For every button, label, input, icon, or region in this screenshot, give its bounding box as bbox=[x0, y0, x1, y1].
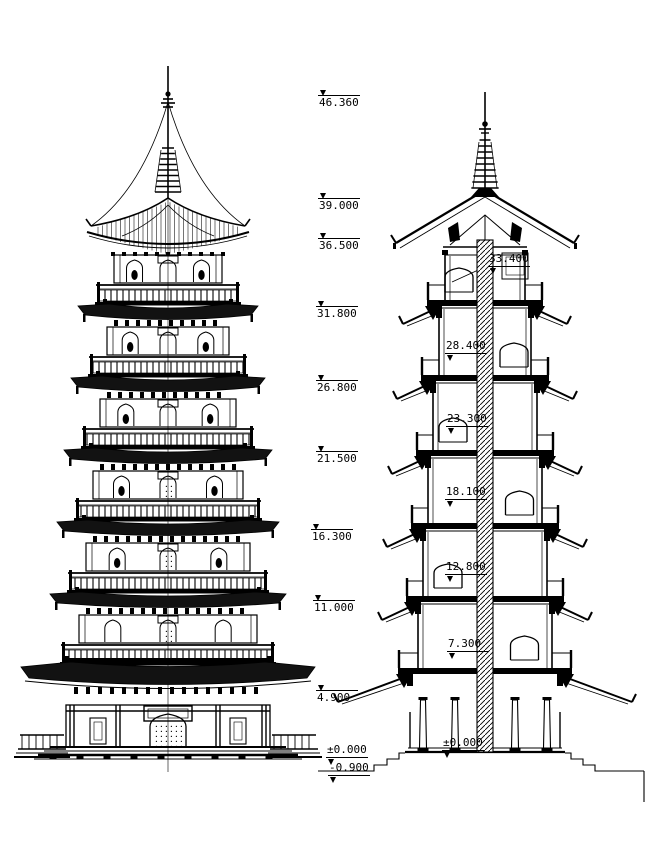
level-marker-value: 7.300 bbox=[448, 637, 482, 650]
level-marker-value: 12.800 bbox=[446, 560, 486, 573]
level-marker-value: ±0.000 bbox=[327, 743, 367, 756]
level-marker-value: 4.900 bbox=[317, 691, 351, 704]
level-marker-value: 36.500 bbox=[319, 239, 359, 252]
level-marker-value: ±0.000 bbox=[443, 736, 483, 749]
level-marker-value: 33.400 bbox=[489, 252, 529, 265]
level-marker-value: -0.900 bbox=[329, 761, 369, 774]
pagoda-elevation-drawing bbox=[14, 66, 322, 772]
level-marker-value: 23.300 bbox=[447, 412, 487, 425]
level-marker-value: 26.800 bbox=[317, 381, 357, 394]
level-marker-value: 21.500 bbox=[317, 452, 357, 465]
level-marker-value: 31.800 bbox=[317, 307, 357, 320]
level-marker-value: 18.100 bbox=[446, 485, 486, 498]
level-marker-value: 16.300 bbox=[312, 530, 352, 543]
pagoda-section-drawing bbox=[334, 92, 636, 752]
ground-line-and-steps bbox=[318, 753, 644, 802]
level-marker-value: 46.360 bbox=[319, 96, 359, 109]
level-marker-value: 11.000 bbox=[314, 601, 354, 614]
level-marker-value: 28.400 bbox=[446, 339, 486, 352]
level-marker-value: 39.000 bbox=[319, 199, 359, 212]
